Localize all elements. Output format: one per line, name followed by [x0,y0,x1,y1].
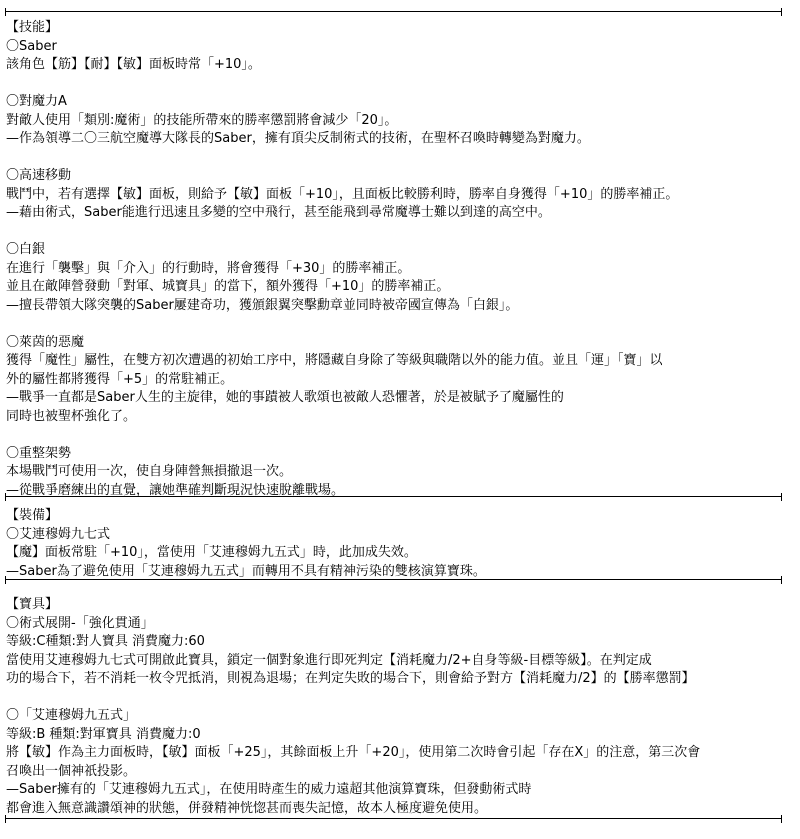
skill-text: 外的屬性都將獲得「+5」的常駐補正。 [6,371,234,387]
equipment-text: —Saber為了避免使用「艾連穆姆九五式」而轉用不具有精神污染的雙核演算寶珠。 [6,563,486,579]
skill-title: 〇白銀 [6,242,46,257]
skill-title: 〇高速移動 [6,168,72,183]
skill-text: 該角色【筋】【耐】【敏】面板時常「+10」。 [6,57,261,72]
skill-text: —從戰爭磨練出的直覺，讓她準確判斷現況快速脫離戰場。 [6,482,345,498]
np-text: —Saber擁有的「艾連穆姆九五式」，在使用時產生的威力遠超其他演算寶珠，但發動術式時 [6,782,532,797]
skill-text: 戰鬥中，若有選擇【敏】面板，則給予【敏】面板「+10」，且面板比較勝利時，勝率自身獲得「+10」的勝率補正。 [6,186,679,202]
equipment-text: 【魔】面板常駐「+10」，當使用「艾連穆姆九五式」時，此加成失效。 [6,545,417,560]
skill-white-silver [6,241,798,315]
skill-text: 本場戰鬥可使用一次，使自身陣營無損撤退一次。 [6,464,293,479]
np-title: 〇術式展開-「強化貫通」 [6,615,154,631]
skills-section [6,19,798,500]
np-text: 都會進入無意識讚頌神的狀態，併發精神恍惚甚而喪失記憶，故本人極度避免使用。 [6,800,488,816]
skill-title: 〇Saber [6,38,57,54]
np-item-enhanced-penetration [6,615,798,689]
noble-phantasm-section [6,596,798,818]
np-text: 功的場合下，若不消耗一枚令咒抵消，則視為退場；在判定失敗的場合下，則會給予對方【消耗魔力/2】的【勝率懲罰】 [6,671,695,686]
np-header: 【寶具】 [6,597,59,612]
skill-text: 同時也被聖杯強化了。 [6,408,137,424]
skill-title: 〇萊茵的惡魔 [6,334,85,350]
skill-text: —擅長帶領大隊突襲的Saber屢建奇功，獲頒銀翼突擊勳章並同時被帝國宣傳為「白銀」。 [6,297,519,313]
equipment-header: 【裝備】 [6,508,59,523]
skill-devil-of-rhine [6,334,798,427]
np-title: 〇「艾連穆姆九五式」 [6,708,137,723]
skill-regroup-stance [6,445,798,501]
skill-text: 對敵人使用「類別:魔術」的技能所帶來的勝率懲罰將會減少「20」。 [6,112,398,128]
skill-text: 獲得「魔性」屬性，在雙方初次遭遇的初始工序中，將隱藏自身除了等級與職階以外的能力值。並且「運」「寶」以 [6,353,663,368]
np-text: 當使用艾連穆姆九七式可開啟此寶具，鎖定一個對象進行即死判定【消耗魔力/2+自身等級-目標等級】。在判定成 [6,652,652,668]
skills-header: 【技能】 [6,20,59,35]
skill-text: —戰爭一直都是Saber人生的主旋律，她的事蹟被人歌頌也被敵人恐懼著，於是被賦予了魔屬性的 [6,390,564,405]
np-stats: 等級:B 種類:對軍寶具 消費魔力:0 [6,726,201,742]
equipment-section [6,507,798,581]
np-stats: 等級:C種類:對人寶具 消費魔力:60 [6,634,205,649]
skill-title: 〇重整架勢 [6,445,72,461]
skill-text: 並且在敵陣營發動「對軍、城寶具」的當下，額外獲得「+10」的勝率補正。 [6,279,450,294]
skill-magic-resistance [6,93,798,149]
skill-title: 〇對魔力A [6,94,67,109]
skill-saber [6,38,798,75]
skill-text: —藉由術式，Saber能進行迅速且多變的空中飛行，甚至能飛到尋常魔導士難以到達的高空中。 [6,205,551,220]
np-text: 召喚出一個神祇投影。 [6,763,137,779]
skill-text: —作為領導二〇三航空魔導大隊長的Saber，擁有頂尖反制術式的技術，在聖杯召喚時轉變為對魔力。 [6,131,590,146]
np-text: 將【敏】作為主力面板時，【敏】面板「+25」，其餘面板上升「+20」，使用第二次時會引起「存在X」的注意，第三次會 [6,745,701,760]
equipment-title: 〇艾連穆姆九七式 [6,526,111,542]
top-divider [5,8,782,16]
np-item-elinium-95 [6,707,798,818]
skill-text: 在進行「襲擊」與「介入」的行動時，將會獲得「+30」的勝率補正。 [6,260,411,276]
skill-high-speed-movement [6,167,798,223]
